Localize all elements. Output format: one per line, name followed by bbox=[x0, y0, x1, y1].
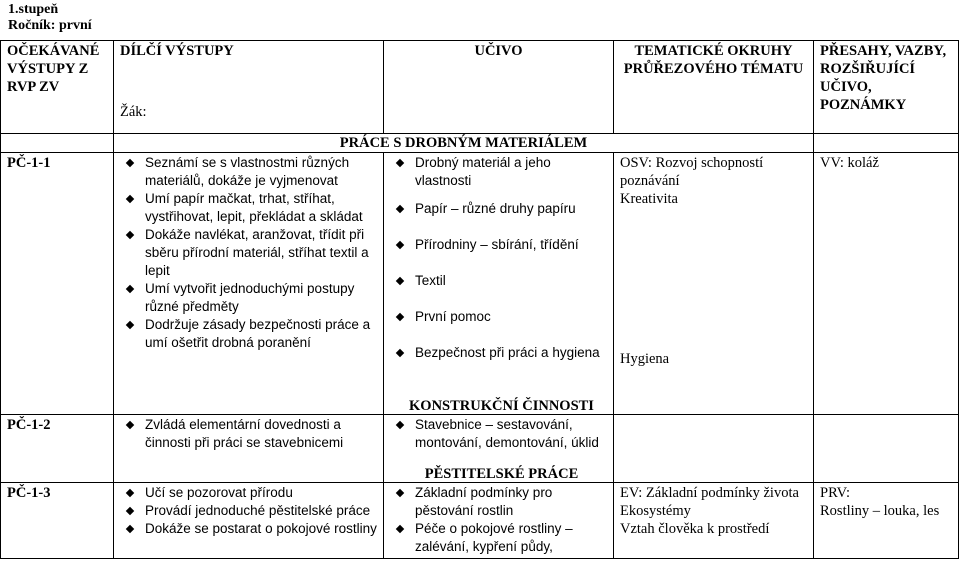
col-header-expected-outputs: OČEKÁVANÉ VÝSTUPY Z RVP ZV bbox=[1, 41, 114, 134]
col-header-partial-outputs-title: DÍLČÍ VÝSTUPY bbox=[120, 43, 234, 59]
notes-cell: VV: koláž bbox=[814, 153, 959, 415]
content-cell bbox=[384, 153, 614, 415]
list-item: Umí vytvořit jednoduchými postupy různé předměty bbox=[120, 280, 377, 316]
content-cell bbox=[384, 483, 614, 559]
section-title-2: KONSTRUKČNÍ ČINNOSTI bbox=[409, 398, 594, 414]
topic-relationship: Vztah člověka k prostředí bbox=[620, 521, 770, 537]
topic-ecosystems: Ekosystémy bbox=[620, 503, 691, 519]
col-header-content: UČIVO bbox=[384, 41, 614, 134]
topic-hygiene: Hygiena bbox=[620, 351, 670, 367]
list-item: Péče o pokojové rostliny – zalévání, kypření půdy, bbox=[390, 520, 607, 556]
list-item: Základní podmínky pro pěstování rostlin bbox=[390, 484, 607, 520]
row-code: PČ-1-3 bbox=[1, 483, 114, 559]
outputs-cell bbox=[114, 415, 384, 483]
year-label: Ročník: první bbox=[8, 18, 92, 33]
list-item: Stavebnice – sestavování, montování, demontování, úklid bbox=[390, 416, 607, 452]
section-title-3: PĚSTITELSKÉ PRÁCE bbox=[424, 466, 579, 482]
table-row bbox=[1, 415, 959, 483]
section-title-1: PRÁCE S DROBNÝM MATERIÁLEM bbox=[339, 135, 588, 151]
grade-label: 1.stupeň bbox=[8, 2, 59, 17]
topic-creativity: Kreativita bbox=[620, 191, 678, 207]
notes-prv: PRV: bbox=[820, 485, 850, 501]
list-item: Textil bbox=[390, 272, 607, 290]
list-item: Dokáže se postarat o pokojové rostliny bbox=[120, 520, 377, 538]
list-item: Zvládá elementární dovednosti a činnosti při práci se stavebnicemi bbox=[120, 416, 377, 452]
topics-cell bbox=[614, 483, 814, 559]
section-row bbox=[1, 134, 959, 153]
row-code: PČ-1-2 bbox=[1, 415, 114, 483]
table-row bbox=[1, 153, 959, 415]
topics-cell bbox=[614, 153, 814, 415]
table-row bbox=[1, 483, 959, 559]
notes-cell bbox=[814, 483, 959, 559]
outputs-cell bbox=[114, 483, 384, 559]
list-item: Umí papír mačkat, trhat, stříhat, vystřihovat, lepit, překládat a skládat bbox=[120, 190, 377, 226]
outputs-cell bbox=[114, 153, 384, 415]
list-item: Bezpečnost při práci a hygiena bbox=[390, 344, 607, 362]
col-header-notes: PŘESAHY, VAZBY, ROZŠIŘUJÍCÍ UČIVO, POZNÁMKY bbox=[814, 41, 959, 134]
list-item: Dokáže navlékat, aranžovat, třídit při sběru přírodní materiál, stříhat textil a lepit bbox=[120, 226, 377, 280]
curriculum-table bbox=[0, 40, 959, 559]
pupil-label: Žák: bbox=[120, 104, 147, 120]
list-item: Seznámí se s vlastnostmi různých materiálů, dokáže je vyjmenovat bbox=[120, 154, 377, 190]
col-header-partial-outputs bbox=[114, 41, 384, 134]
list-item: Dodržuje zásady bezpečnosti práce a umí ošetřit drobná poranění bbox=[120, 316, 377, 352]
notes-plants: Rostliny – louka, les bbox=[820, 503, 940, 519]
topic-osv: OSV: Rozvoj schopností poznávání bbox=[620, 155, 764, 189]
list-item: Přírodniny – sbírání, třídění bbox=[390, 236, 607, 254]
row-code: PČ-1-1 bbox=[1, 153, 114, 415]
content-cell bbox=[384, 415, 614, 483]
list-item: Učí se pozorovat přírodu bbox=[120, 484, 377, 502]
list-item: První pomoc bbox=[390, 308, 607, 326]
table-header-row bbox=[1, 41, 959, 134]
list-item: Papír – různé druhy papíru bbox=[390, 200, 607, 218]
topic-ev: EV: Základní podmínky života bbox=[620, 485, 799, 501]
list-item: Drobný materiál a jeho vlastnosti bbox=[390, 154, 607, 190]
col-header-topics: TEMATICKÉ OKRUHY PRŮŘEZOVÉHO TÉMATU bbox=[614, 41, 814, 134]
list-item: Provádí jednoduché pěstitelské práce bbox=[120, 502, 377, 520]
